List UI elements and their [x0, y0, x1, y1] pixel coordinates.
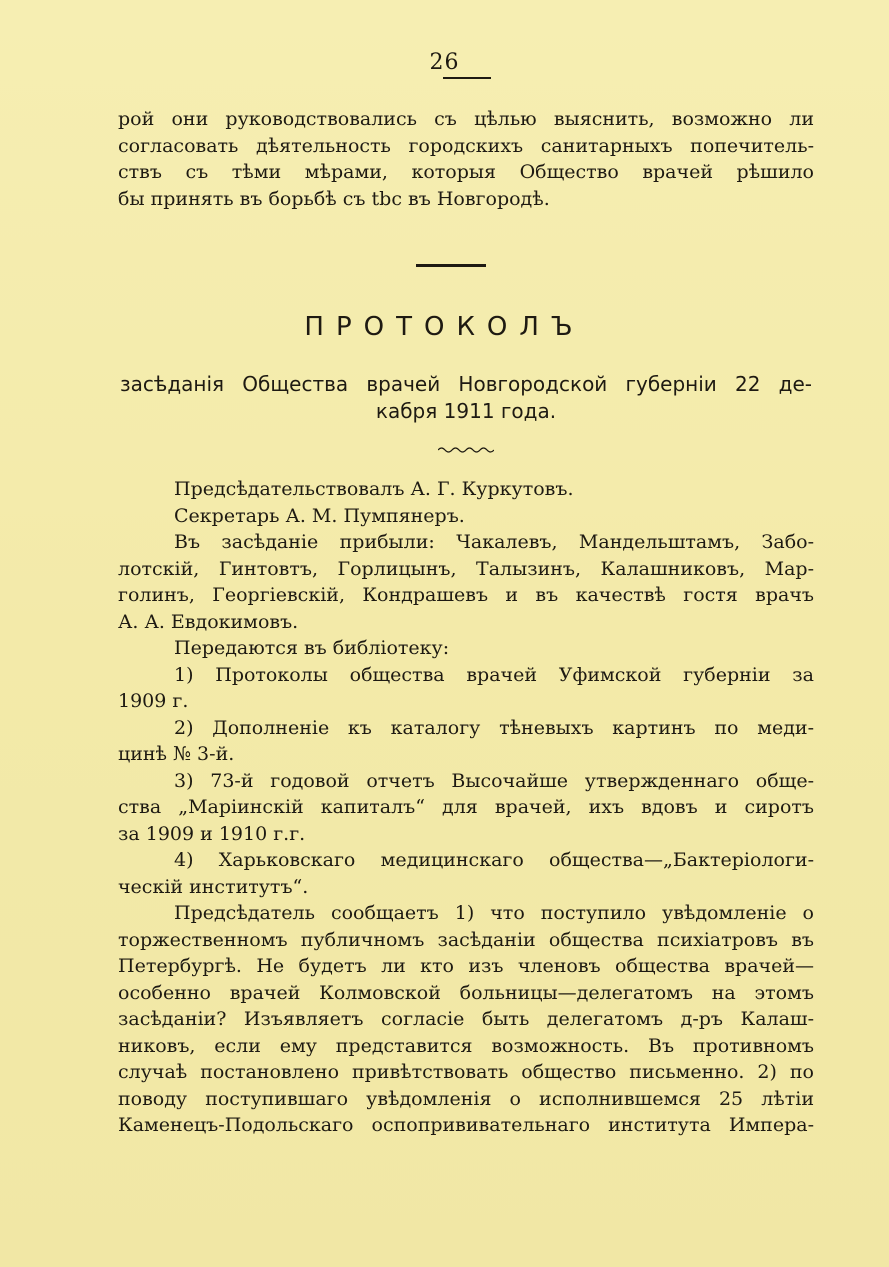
body-line: 1909 г. — [118, 690, 189, 712]
body-line: ства „Маріинскій капиталъ“ для врачей, ихъ вдовъ и сиротъ — [118, 796, 814, 818]
body-line: цинѣ № 3-й. — [118, 743, 235, 765]
page-number-underline — [443, 77, 491, 79]
body-line: за 1909 и 1910 г.г. — [118, 822, 306, 845]
body-line: лотскій, Гинтовтъ, Горлицынъ, Талызинъ, Калашниковъ, Мар- — [118, 557, 814, 580]
body-line: 1) Протоколы общества врачей Уфимской губерніи за — [174, 663, 814, 686]
body-line: Предсѣдательствовалъ А. Г. Куркутовъ. — [174, 478, 574, 500]
intro-line: бы принять въ борьбѣ съ tbc въ Новгородѣ. — [118, 187, 550, 210]
body-line: торжественномъ публичномъ засѣданіи общества психіатровъ въ — [118, 928, 814, 951]
body-line: 2) Дополненіе къ каталогу тѣневыхъ картинъ по меди- — [174, 716, 814, 739]
protocol-subtitle — [120, 370, 812, 425]
subtitle-line: засѣданія Общества врачей Новгородской губерніи 22 де- — [120, 372, 812, 396]
body-line: Каменецъ-Подольскаго оспопрививательнаго института Импера- — [118, 1114, 814, 1136]
page-number: 26 — [429, 50, 460, 75]
body-line: Секретарь А. М. Пумпянеръ. — [174, 504, 465, 527]
intro-line: ствъ съ тѣми мѣрами, которыя Общество врачей рѣшило — [118, 161, 814, 183]
protocol-title: ПРОТОКОЛЪ — [304, 312, 585, 342]
section-divider — [416, 264, 486, 267]
body-line: Предсѣдатель сообщаетъ 1) что поступило увѣдомленіе о — [174, 902, 814, 924]
body-line: А. А. Евдокимовъ. — [118, 610, 299, 633]
protocol-body — [118, 476, 814, 1139]
body-line: Въ засѣданіе прибыли: Чакалевъ, Мандельштамъ, Забо- — [174, 531, 814, 553]
body-line: голинъ, Георгіевскій, Кондрашевъ и въ качествѣ гостя врачъ — [118, 584, 814, 606]
body-line: засѣданіи? Изъявляетъ согласіе быть делегатомъ д-ръ Калаш- — [118, 1008, 814, 1030]
body-line: Петербургѣ. Не будетъ ли кто изъ членовъ общества врачей— — [118, 955, 814, 977]
ornament-wave-divider — [438, 446, 494, 454]
intro-line: рой они руководствовались съ цѣлью выяснить, возможно ли — [118, 108, 814, 130]
body-line: ческій институтъ“. — [118, 875, 309, 898]
body-line: никовъ, если ему представится возможность. Въ противномъ — [118, 1034, 814, 1057]
subtitle-line: кабря 1911 года. — [375, 398, 557, 423]
body-line: случаѣ постановлено привѣтствовать общество письменно. 2) по — [118, 1061, 814, 1083]
body-line: особенно врачей Колмовской больницы—делегатомъ на этомъ — [118, 981, 814, 1004]
body-line: Передаются въ библіотеку: — [174, 637, 450, 659]
intro-line: согласовать дѣятельность городскихъ санитарныхъ попечитель- — [118, 134, 814, 157]
body-line: 4) Харьковскаго медицинскаго общества—„Бактеріологи- — [174, 849, 814, 871]
intro-paragraph — [118, 106, 814, 212]
body-line: 3) 73-й годовой отчетъ Высочайше утвержденнаго обще- — [174, 769, 814, 792]
body-line: поводу поступившаго увѣдомленія о исполнившемся 25 лѣтіи — [118, 1087, 814, 1110]
